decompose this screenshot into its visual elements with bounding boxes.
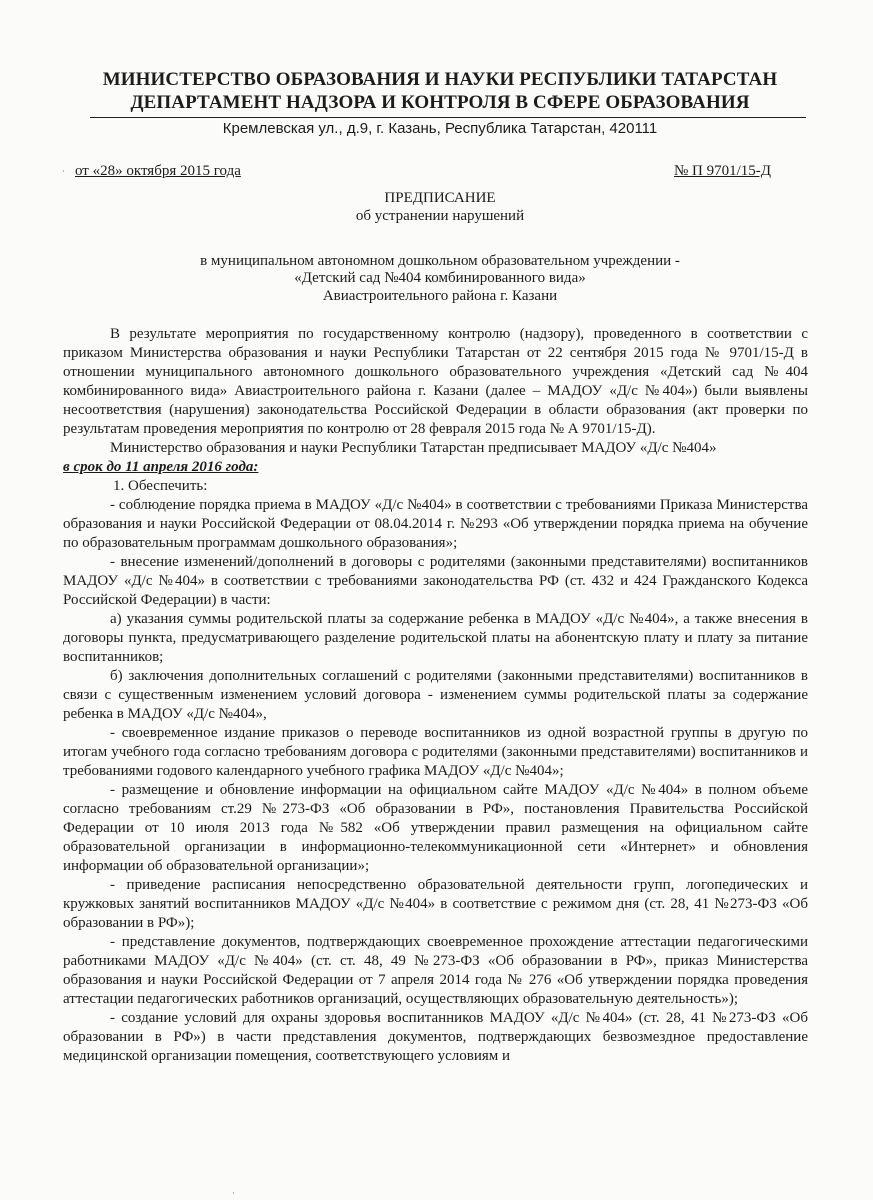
scan-mark: · bbox=[62, 166, 65, 176]
document-number: № П 9701/15-Д bbox=[674, 163, 772, 179]
institution-line-1: в муниципальном автономном дошкольном образовательном учреждении - bbox=[200, 253, 680, 269]
ministry-address: Кремлевская ул., д.9, г. Казань, Республика Татарстан, 420111 bbox=[222, 120, 658, 137]
ministry-heading: МИНИСТЕРСТВО ОБРАЗОВАНИЯ И НАУКИ РЕСПУБЛИКИ ТАТАРСТАН bbox=[102, 69, 778, 90]
document-subtitle: об устранении нарушений bbox=[355, 208, 525, 224]
item-1-heading: 1. Обеспечить: bbox=[113, 478, 208, 494]
document-body bbox=[63, 325, 808, 1066]
bullet-health-protection: - создание условий для охраны здоровья воспитанников МАДОУ «Д/с №404» (ст. 28, 41 №273-ФЗ «Об образовании в РФ») в части представления документов, подтверждающих безвозмездное предоставление медицинской организации помещения, соответствующего условиям и bbox=[63, 1010, 808, 1064]
bullet-admission-order: - соблюдение порядка приема в МАДОУ «Д/с №404» в соответствии с требованиями Приказа Министерства образования и науки Российской Федерации от 08.04.2014 г. №293 «Об утверждении порядка приема на обучение по образовательным программам дошкольного образования»; bbox=[63, 497, 808, 551]
bullet-contract-changes: - внесение изменений/дополнений в договоры с родителями (законными представителями) воспитанников МАДОУ «Д/с №404» в соответствии с требованиями законодательства РФ (ст. 432 и 424 Гражданского Кодекса Российской Федерации) в части: bbox=[63, 554, 808, 608]
bullet-contract-fee: а) указания суммы родительской платы за содержание ребенка в МАДОУ «Д/с №404», а также внесения в договоры пункта, предусматривающего разделение родительской платы на абонентскую плату и плату за питание воспитанников; bbox=[63, 611, 808, 665]
bullet-additional-agreements: б) заключения дополнительных соглашений с родителями (законными представителями) воспитанников в связи с существенным изменением условий договора - изменением суммы родительской платы за содержание ребенка в МАДОУ «Д/с №404», bbox=[63, 668, 808, 722]
document-title: ПРЕДПИСАНИЕ bbox=[384, 190, 496, 206]
department-heading: ДЕПАРТАМЕНТ НАДЗОРА И КОНТРОЛЯ В СФЕРЕ ОБРАЗОВАНИЯ bbox=[130, 92, 750, 113]
bullet-website-info: - размещение и обновление информации на официальном сайте МАДОУ «Д/с №404» в полном объеме согласно требованиям ст.29 №273-ФЗ «Об образовании в РФ», постановления Правительства Российской Федерации от 10 июля 2013 года №582 «Об утверждении правил размещения на официальном сайте образовательной организации в информационно-телекоммуникационной сети «Интернет» и обновления информации об образовательной организации»; bbox=[63, 782, 808, 874]
intro-paragraph: В результате мероприятия по государственному контролю (надзору), проведенного в соответствии с приказом Министерства образования и науки Республики Татарстан от 22 сентября 2015 года № 9701/15-Д в отношении муниципального автономного дошкольного образовательного учреждения «Детский сад №404 комбинированного вида» Авиастроительного района г. Казани (далее – МАДОУ «Д/с №404») были выявлены несоответствия (нарушения) законодательства Российской Федерации в области образования (акт проверки по результатам проведения мероприятия по контролю от 28 февраля 2015 года № А 9701/15-Д). bbox=[63, 326, 808, 437]
prescribes-paragraph: Министерство образования и науки Республики Татарстан предписывает МАДОУ «Д/с №404» bbox=[110, 440, 717, 456]
bullet-schedule: - приведение расписания непосредственно образовательной деятельности групп, логопедических и кружковых занятий воспитанников МАДОУ «Д/с №404» в соответствие с режимом дня (ст. 28, 41 №273-ФЗ «Об образовании в РФ»); bbox=[63, 877, 808, 931]
institution-line-3: Авиастроительного района г. Казани bbox=[322, 288, 558, 304]
deadline-text: в срок до 11 апреля 2016 года: bbox=[63, 459, 259, 475]
document-date: от «28» октября 2015 года bbox=[75, 163, 241, 179]
header-divider bbox=[90, 117, 806, 118]
institution-line-2: «Детский сад №404 комбинированного вида» bbox=[294, 270, 586, 286]
scan-mark: · bbox=[232, 1188, 235, 1198]
bullet-attestation: - представление документов, подтверждающих своевременное прохождение аттестации педагогическими работниками МАДОУ «Д/с №404» (ст. ст. 48, 49 №273-ФЗ «Об образовании в РФ», приказ Министерства образования и науки Российской Федерации от 7 апреля 2014 года № 276 «Об утверждении порядка проведения аттестации педагогических работников организаций, осуществляющих образовательную деятельность»); bbox=[63, 934, 808, 1007]
bullet-transfer-orders: - своевременное издание приказов о переводе воспитанников из одной возрастной группы в другую по итогам учебного года согласно требованиям договора с родителями (законными представителями) воспитанников и требованиями годового календарного учебного графика МАДОУ «Д/с №404»; bbox=[63, 725, 808, 779]
